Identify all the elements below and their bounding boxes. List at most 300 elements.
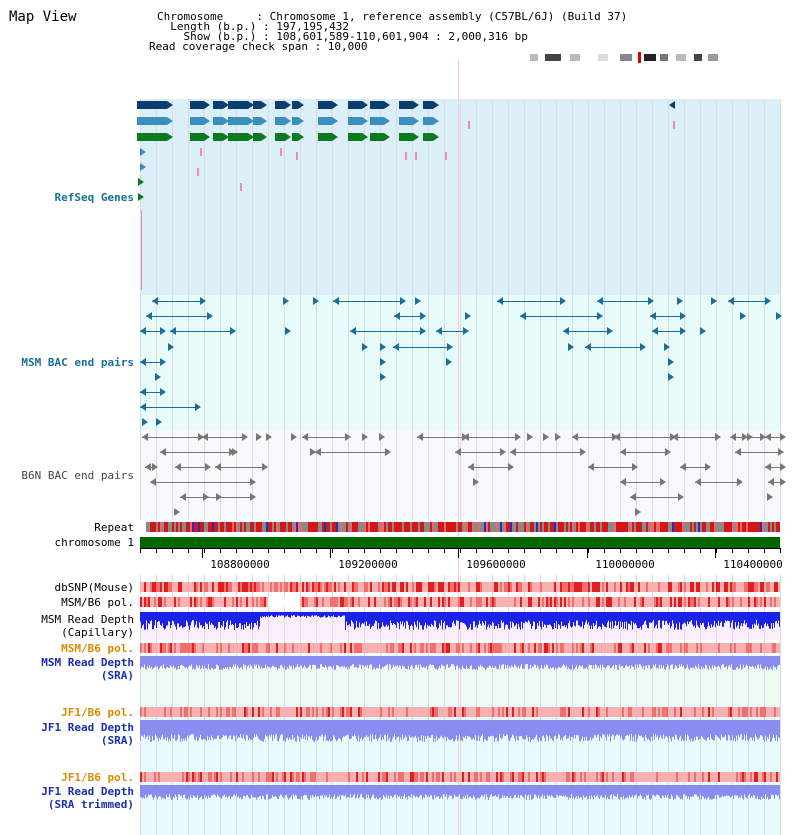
polymorphism-cell	[558, 597, 560, 607]
polymorphism-cell	[192, 772, 194, 782]
depth-bar	[681, 720, 682, 741]
polymorphism-cell	[562, 772, 564, 782]
polymorphism-cell	[430, 707, 432, 717]
track-label-jf1-b6-pol-2[interactable]: JF1/B6 pol.	[61, 771, 134, 784]
polymorphism-cell	[544, 597, 546, 607]
depth-bar	[516, 785, 517, 798]
depth-bar	[320, 656, 321, 664]
polymorphism-cell	[520, 582, 522, 592]
depth-bar	[210, 612, 211, 625]
polymorphism-cell	[186, 707, 188, 717]
depth-bar	[694, 785, 695, 794]
depth-bar	[510, 720, 511, 739]
depth-bar	[233, 612, 234, 625]
depth-bar	[287, 785, 288, 797]
polymorphism-cell	[684, 582, 686, 592]
polymorphism-cell	[736, 597, 738, 607]
polymorphism-cell	[294, 772, 296, 782]
depth-bar	[699, 656, 700, 669]
polymorphism-cell	[764, 582, 766, 592]
depth-bar	[200, 656, 201, 669]
depth-bar	[664, 785, 665, 798]
polymorphism-cell	[716, 772, 718, 782]
depth-bar	[433, 656, 434, 665]
polymorphism-cell	[324, 643, 326, 653]
polymorphism-cell	[520, 772, 522, 782]
polymorphism-cell	[398, 643, 400, 653]
repeat-block	[630, 522, 632, 532]
depth-bar	[572, 785, 573, 799]
depth-bar	[509, 656, 510, 666]
depth-bar	[449, 720, 450, 740]
depth-bar	[639, 785, 640, 796]
polymorphism-cell	[572, 643, 574, 653]
depth-bar	[699, 785, 700, 800]
depth-bar	[348, 612, 349, 625]
polymorphism-cell	[418, 707, 420, 717]
depth-bar	[288, 656, 289, 669]
polymorphism-cell	[162, 643, 164, 653]
depth-bar	[143, 612, 144, 624]
depth-bar	[691, 720, 692, 739]
depth-bar	[603, 612, 604, 625]
depth-bar	[766, 656, 767, 670]
depth-bar	[517, 720, 518, 740]
polymorphism-cell	[664, 772, 666, 782]
depth-bar	[585, 612, 586, 622]
depth-bar	[655, 656, 656, 664]
polymorphism-cell	[512, 582, 514, 592]
polymorphism-cell	[640, 772, 642, 782]
track-label-refseq[interactable]: RefSeq Genes	[54, 191, 134, 204]
depth-bar	[233, 785, 234, 795]
depth-bar	[730, 612, 731, 628]
depth-bar	[504, 656, 505, 669]
depth-bar	[442, 720, 443, 738]
repeat-block	[270, 522, 272, 532]
depth-bar	[769, 720, 770, 734]
polymorphism-cell	[640, 597, 642, 607]
depth-bar	[779, 785, 780, 799]
polymorphism-cell	[406, 643, 408, 653]
polymorphism-cell	[422, 643, 424, 653]
polymorphism-cell	[214, 582, 216, 592]
depth-bar	[411, 720, 412, 737]
polymorphism-cell	[396, 772, 398, 782]
depth-bar	[477, 612, 478, 628]
polymorphism-cell	[768, 582, 770, 592]
polymorphism-cell	[424, 772, 426, 782]
polymorphism-cell	[594, 597, 596, 607]
polymorphism-cell	[172, 707, 174, 717]
depth-bar	[525, 612, 526, 621]
depth-bar	[311, 720, 312, 736]
depth-bar	[276, 785, 277, 797]
polymorphism-cell	[726, 643, 728, 653]
depth-bar	[738, 656, 739, 669]
depth-bar	[157, 720, 158, 738]
polymorphism-cell	[486, 643, 488, 653]
polymorphism-cell	[306, 582, 308, 592]
track-label-b6n-bac[interactable]: B6N BAC end pairs	[21, 469, 134, 482]
depth-bar	[235, 612, 236, 623]
polymorphism-cell	[238, 597, 240, 607]
depth-bar	[338, 656, 339, 666]
depth-bar	[629, 720, 630, 734]
polymorphism-cell	[726, 597, 728, 607]
repeat-block	[406, 522, 408, 532]
depth-bar	[146, 720, 147, 737]
depth-bar	[563, 785, 564, 795]
depth-bar	[308, 612, 309, 616]
polymorphism-cell	[146, 707, 148, 717]
depth-bar	[365, 612, 366, 626]
track-label-dbsnp[interactable]: dbSNP(Mouse)	[54, 581, 134, 594]
bac-end-arrow[interactable]	[780, 478, 786, 486]
depth-bar	[726, 612, 727, 622]
depth-bar	[324, 656, 325, 668]
repeat-block	[408, 522, 410, 532]
depth-bar	[541, 612, 542, 629]
polymorphism-cell	[422, 772, 424, 782]
depth-bar	[488, 785, 489, 800]
track-label-repeat[interactable]: Repeat	[94, 521, 134, 534]
polymorphism-cell	[754, 707, 756, 717]
depth-bar	[512, 785, 513, 799]
depth-bar	[635, 612, 636, 623]
polymorphism-cell	[530, 772, 532, 782]
polymorphism-cell	[280, 707, 282, 717]
ideogram-band	[676, 54, 686, 61]
polymorphism-cell	[196, 582, 198, 592]
depth-bar	[644, 612, 645, 622]
depth-bar	[515, 720, 516, 741]
polymorphism-cell	[678, 643, 680, 653]
polymorphism-cell	[406, 597, 408, 607]
repeat-block	[164, 522, 166, 532]
polymorphism-cell	[314, 582, 316, 592]
depth-bar	[623, 720, 624, 740]
depth-bar	[758, 720, 759, 739]
polymorphism-cell	[650, 582, 652, 592]
depth-bar	[338, 720, 339, 738]
depth-bar	[592, 656, 593, 669]
polymorphism-cell	[250, 582, 252, 592]
depth-bar	[180, 656, 181, 666]
depth-bar	[351, 656, 352, 666]
track-label-jf1-b6-pol[interactable]: JF1/B6 pol.	[61, 706, 134, 719]
polymorphism-cell	[412, 597, 414, 607]
track-label-msm-b6-pol-2[interactable]: MSM/B6 pol.	[61, 642, 134, 655]
polymorphism-cell	[482, 643, 484, 653]
depth-bar	[250, 720, 251, 740]
depth-bar	[369, 720, 370, 741]
depth-bar	[508, 612, 509, 629]
polymorphism-cell	[690, 707, 692, 717]
depth-bar	[686, 612, 687, 626]
repeat-block	[552, 522, 554, 532]
depth-bar	[698, 785, 699, 797]
polymorphism-cell	[642, 772, 644, 782]
polymorphism-cell	[344, 707, 346, 717]
depth-bar	[339, 656, 340, 666]
polymorphism-cell	[674, 772, 676, 782]
depth-bar	[182, 720, 183, 741]
polymorphism-cell	[292, 582, 294, 592]
depth-bar	[280, 656, 281, 665]
depth-bar	[728, 785, 729, 796]
gene-exon	[213, 101, 223, 109]
depth-bar	[141, 656, 142, 667]
polymorphism-cell	[428, 582, 430, 592]
depth-bar	[568, 785, 569, 800]
repeat-block	[632, 522, 634, 532]
depth-bar	[490, 612, 491, 624]
depth-bar	[222, 785, 223, 796]
depth-bar	[678, 720, 679, 740]
polymorphism-cell	[140, 597, 142, 607]
polymorphism-cell	[162, 772, 164, 782]
polymorphism-cell	[716, 582, 718, 592]
polymorphism-cell	[304, 597, 306, 607]
repeat-block	[342, 522, 344, 532]
depth-bar	[366, 785, 367, 794]
snp-tick	[240, 183, 242, 191]
depth-bar	[265, 656, 266, 665]
polymorphism-cell	[208, 772, 210, 782]
polymorphism-cell	[388, 582, 390, 592]
gene-exon	[348, 133, 362, 141]
polymorphism-cell	[548, 582, 550, 592]
depth-bar	[409, 785, 410, 797]
depth-bar	[551, 656, 552, 668]
polymorphism-cell	[752, 582, 754, 592]
depth-bar	[428, 785, 429, 796]
polymorphism-cell	[192, 582, 194, 592]
depth-bar	[542, 785, 543, 794]
depth-bar	[294, 720, 295, 737]
depth-bar	[648, 656, 649, 665]
depth-bar	[244, 656, 245, 666]
depth-bar	[591, 656, 592, 665]
depth-bar	[683, 656, 684, 665]
depth-bar	[493, 785, 494, 796]
polymorphism-cell	[448, 772, 450, 782]
polymorphism-cell	[230, 707, 232, 717]
track-label-msm-bac[interactable]: MSM BAC end pairs	[21, 356, 134, 369]
depth-bar	[377, 656, 378, 668]
depth-bar	[332, 720, 333, 740]
depth-bar	[150, 785, 151, 794]
depth-bar	[366, 720, 367, 735]
depth-bar	[299, 720, 300, 742]
polymorphism-cell	[684, 707, 686, 717]
depth-bar	[726, 785, 727, 796]
depth-bar	[369, 612, 370, 624]
depth-bar	[276, 656, 277, 667]
polymorphism-cell	[644, 582, 646, 592]
depth-bar	[177, 656, 178, 669]
polymorphism-cell	[596, 772, 598, 782]
depth-bar	[589, 612, 590, 626]
polymorphism-cell	[464, 707, 466, 717]
depth-bar	[243, 612, 244, 630]
depth-bar	[753, 656, 754, 667]
depth-bar	[394, 656, 395, 667]
polymorphism-cell	[602, 707, 604, 717]
repeat-block	[332, 522, 334, 532]
depth-bar	[142, 612, 143, 626]
polymorphism-cell	[734, 582, 736, 592]
depth-bar	[251, 612, 252, 623]
depth-bar	[249, 720, 250, 738]
depth-bar	[378, 720, 379, 739]
depth-bar	[304, 656, 305, 665]
depth-bar	[474, 720, 475, 740]
polymorphism-cell	[528, 582, 530, 592]
polymorphism-cell	[662, 643, 664, 653]
depth-bar	[735, 656, 736, 670]
polymorphism-cell	[340, 707, 342, 717]
polymorphism-cell	[176, 643, 178, 653]
track-label-msm-depth-capillary[interactable]: MSM Read Depth	[41, 613, 134, 626]
depth-bar	[233, 720, 234, 736]
depth-bar	[360, 612, 361, 627]
depth-bar	[697, 785, 698, 797]
depth-bar	[444, 785, 445, 794]
repeat-block	[174, 522, 176, 532]
depth-bar	[140, 785, 141, 797]
depth-bar	[184, 785, 185, 794]
polymorphism-cell	[734, 707, 736, 717]
polymorphism-cell	[596, 582, 598, 592]
polymorphism-cell	[348, 643, 350, 653]
depth-bar	[147, 785, 148, 797]
depth-bar	[262, 720, 263, 741]
polymorphism-cell	[218, 597, 220, 607]
polymorphism-cell	[730, 582, 732, 592]
depth-bar	[411, 785, 412, 794]
depth-bar	[768, 612, 769, 626]
track-label-jf1-depth-trim[interactable]: JF1 Read Depth	[41, 785, 134, 798]
repeat-block	[534, 522, 536, 532]
polymorphism-cell	[272, 707, 274, 717]
depth-bar	[386, 785, 387, 795]
depth-bar	[321, 612, 322, 618]
depth-bar	[607, 612, 608, 623]
depth-bar	[608, 656, 609, 665]
depth-bar	[674, 612, 675, 630]
depth-bar	[581, 656, 582, 666]
depth-bar	[459, 720, 460, 734]
depth-bar	[683, 612, 684, 623]
track-label-msm-b6-pol[interactable]: MSM/B6 pol.	[61, 596, 134, 609]
depth-bar	[154, 612, 155, 625]
depth-bar	[629, 785, 630, 795]
polymorphism-cell	[276, 707, 278, 717]
depth-bar	[602, 720, 603, 734]
depth-bar	[463, 720, 464, 737]
depth-bar	[422, 612, 423, 629]
depth-bar	[459, 785, 460, 794]
depth-bar	[402, 612, 403, 621]
polymorphism-cell	[140, 772, 142, 782]
polymorphism-cell	[532, 597, 534, 607]
depth-bar	[390, 656, 391, 665]
polymorphism-cell	[676, 772, 678, 782]
depth-bar	[283, 720, 284, 741]
depth-bar	[616, 720, 617, 734]
depth-bar	[363, 612, 364, 624]
depth-bar	[168, 656, 169, 668]
depth-bar	[597, 612, 598, 629]
depth-bar	[199, 656, 200, 665]
depth-bar	[557, 656, 558, 669]
polymorphism-cell	[424, 643, 426, 653]
depth-bar	[172, 656, 173, 667]
depth-bar	[771, 656, 772, 669]
depth-bar	[546, 785, 547, 799]
track-label-chromosome[interactable]: chromosome 1	[54, 536, 134, 549]
depth-bar	[209, 785, 210, 798]
depth-bar	[221, 720, 222, 739]
repeat-block	[202, 522, 204, 532]
depth-bar	[380, 612, 381, 628]
depth-bar	[177, 785, 178, 800]
depth-bar	[414, 785, 415, 796]
depth-bar	[765, 656, 766, 666]
polymorphism-cell	[606, 772, 608, 782]
bac-end-arrow[interactable]	[780, 433, 786, 441]
depth-bar	[213, 720, 214, 740]
depth-bar	[250, 656, 251, 664]
depth-bar	[446, 612, 447, 625]
depth-bar	[525, 720, 526, 739]
depth-bar	[624, 785, 625, 799]
track-label-msm-depth-sra[interactable]: MSM Read Depth	[41, 656, 134, 669]
depth-bar	[483, 785, 484, 797]
depth-bar	[327, 785, 328, 798]
polymorphism-cell	[656, 597, 658, 607]
repeat-block	[566, 522, 568, 532]
track-label-jf1-depth-sra[interactable]: JF1 Read Depth	[41, 721, 134, 734]
depth-bar	[693, 720, 694, 741]
depth-bar	[467, 656, 468, 669]
bac-end-arrow[interactable]	[780, 463, 786, 471]
polymorphism-cell	[558, 582, 560, 592]
polymorphism-cell	[758, 597, 760, 607]
depth-bar	[289, 720, 290, 738]
depth-bar	[602, 656, 603, 665]
depth-bar	[316, 785, 317, 797]
depth-bar	[334, 720, 335, 737]
depth-bar	[550, 785, 551, 797]
polymorphism-cell	[536, 772, 538, 782]
depth-bar	[588, 656, 589, 666]
depth-bar	[493, 720, 494, 736]
repeat-block	[374, 522, 376, 532]
depth-bar	[734, 785, 735, 796]
polymorphism-cell	[562, 597, 564, 607]
depth-bar	[750, 785, 751, 798]
depth-bar	[452, 612, 453, 623]
depth-bar	[298, 656, 299, 667]
polymorphism-cell	[732, 707, 734, 717]
depth-bar	[395, 656, 396, 666]
repeat-block	[616, 522, 618, 532]
depth-bar	[733, 656, 734, 670]
depth-bar	[270, 612, 271, 616]
